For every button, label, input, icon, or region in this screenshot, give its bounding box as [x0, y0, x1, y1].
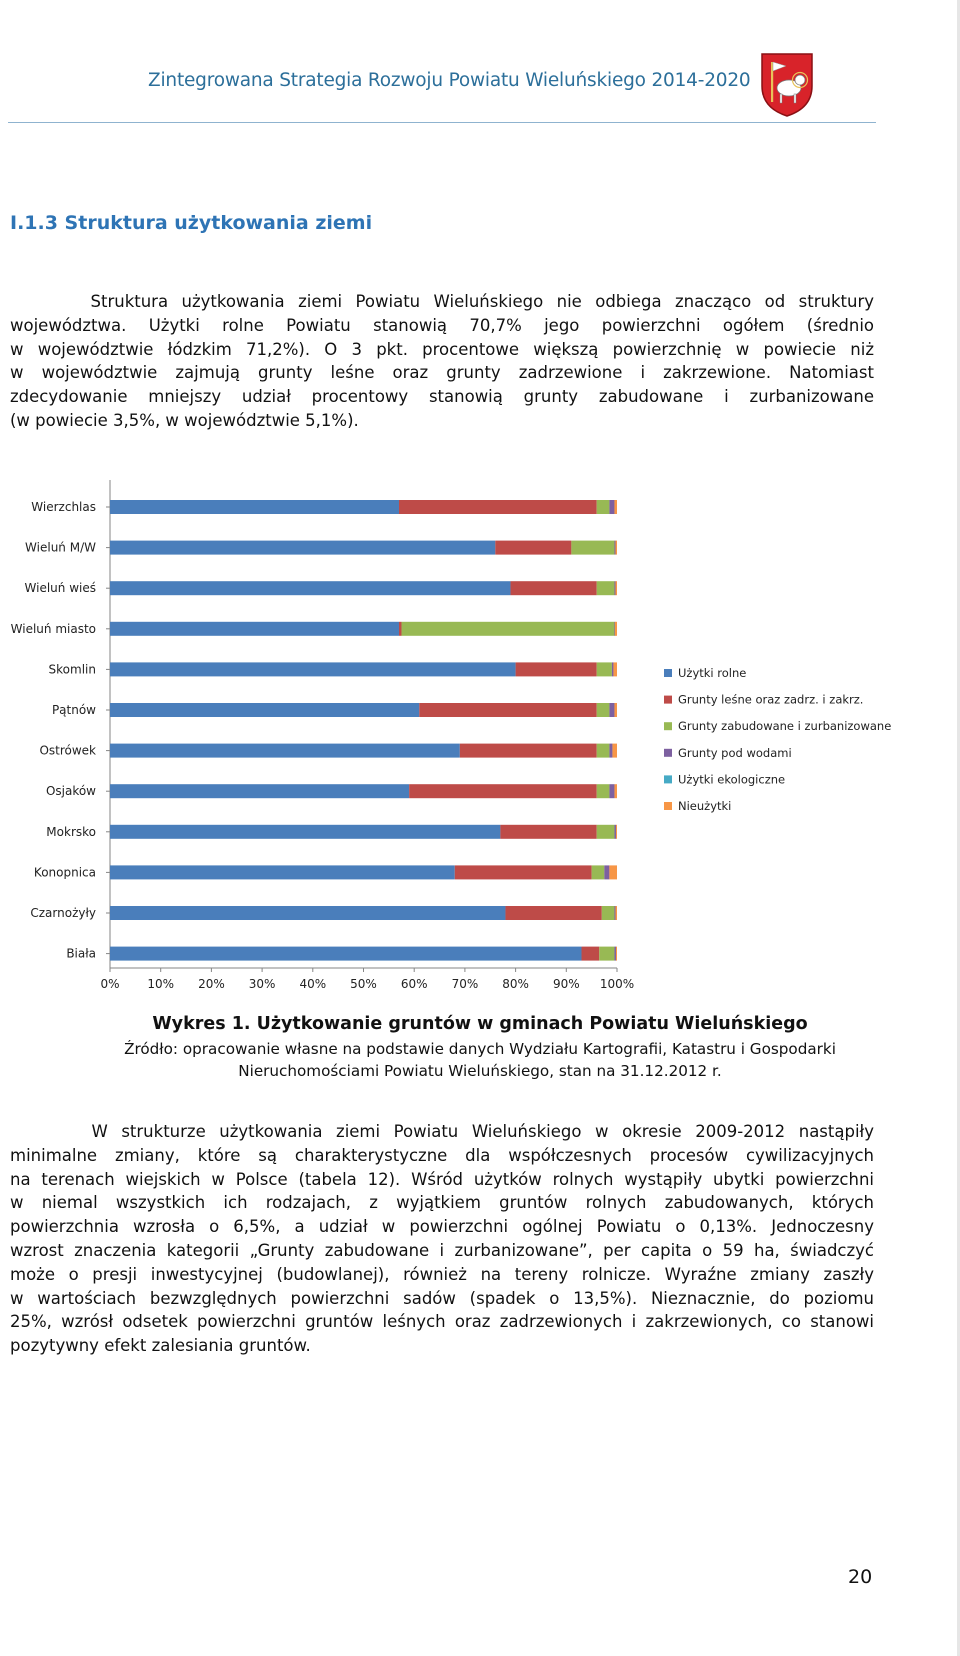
bar-segment — [612, 744, 617, 758]
legend-swatch — [664, 802, 672, 810]
bar-segment — [110, 865, 455, 879]
paragraph-line: Struktura użytkowania ziemi Powiatu Wieluńskiego nie odbiega znacząco od struktury — [10, 292, 874, 311]
x-tick-label: 20% — [198, 977, 225, 991]
bar-segment — [609, 703, 614, 717]
x-tick-label: 90% — [552, 977, 580, 991]
bar-segment — [460, 744, 597, 758]
y-tick-label: Wierzchlas — [31, 500, 96, 514]
bar-segment — [597, 703, 610, 717]
bar-segment — [399, 500, 597, 514]
bar-segment — [505, 906, 601, 920]
bar-segment — [616, 947, 617, 961]
paragraph-line: pozytywny efekt zalesiania gruntów. — [10, 1336, 311, 1356]
chart-caption-source — [0, 1038, 960, 1082]
source-line: Źródło: opracowanie własne na podstawie danych Wydziału Kartografii, Katastru i Gospodarki — [124, 1040, 836, 1058]
bar-segment — [597, 744, 610, 758]
legend-swatch — [664, 696, 672, 704]
paragraph-line: zdecydowanie mniejszy udział procentowy stanowią grunty zabudowane i zurbanizowane — [10, 387, 874, 407]
bar-segment — [614, 906, 615, 920]
header-divider — [8, 122, 876, 123]
y-tick-label: Skomlin — [48, 662, 96, 677]
y-tick-label: Biała — [66, 946, 96, 961]
paragraph-line: na terenach wiejskich w Polsce (tabela 12). Wśród użytków rolnych wystąpiły ubytki powierzchni — [10, 1169, 874, 1189]
paragraph-line: w niemal wszystkich ich rodzajach, z wyjątkiem gruntów rolnych zabudowanych, których — [10, 1193, 874, 1213]
bar-segment — [455, 865, 592, 879]
bar-segment — [419, 703, 596, 717]
y-tick-label: Osjaków — [45, 784, 96, 799]
bar-segment — [500, 825, 596, 839]
legend-swatch — [664, 722, 672, 730]
y-tick-label: Ostrówek — [39, 743, 96, 758]
y-tick-label: Wieluń M/W — [25, 540, 96, 555]
bar-segment — [614, 500, 617, 514]
bar-segment — [602, 906, 615, 920]
bar-segment — [110, 784, 409, 798]
bar-segment — [609, 865, 617, 879]
x-tick-label: 70% — [451, 977, 479, 991]
paragraph-line: W strukturze użytkowania ziemi Powiatu Wieluńskiego w okresie 2009-2012 nastąpiły — [10, 1122, 874, 1141]
bar-segment — [110, 825, 500, 839]
bar-segment — [597, 500, 610, 514]
bar-segment — [614, 825, 616, 839]
paragraph-line: powierzchnia wzrosła o 6,5%, a udział w powierzchni ogólnej Powiatu o 0,13%. Jednoczesny — [10, 1217, 874, 1237]
paragraph-line: w wartościach bezwzględnych powierzchni sadów (spadek o 13,5%). Nieznacznie, do poziomu — [10, 1288, 874, 1308]
analysis-paragraph — [10, 1120, 874, 1358]
bar-segment — [614, 947, 616, 961]
paragraph-line: wzrost znaczenia kategorii „Grunty zabudowane i zurbanizowane”, per capita o 59 ha, świadczyć — [10, 1240, 874, 1260]
bar-segment — [582, 947, 600, 961]
legend-swatch — [664, 775, 672, 783]
y-tick-label: Mokrsko — [46, 824, 96, 839]
legend-label: Grunty zabudowane i zurbanizowane — [678, 719, 892, 734]
bar-segment — [571, 541, 614, 555]
paragraph-line: województwa. Użytki rolne Powiatu stanowią 70,7% jego powierzchni ogółem (średnio — [10, 315, 874, 335]
y-tick-label: Wieluń miasto — [10, 621, 96, 636]
bar-segment — [597, 662, 612, 676]
bar-segment — [399, 622, 402, 636]
bar-segment — [110, 947, 582, 961]
bar-segment — [614, 703, 617, 717]
bar-segment — [516, 662, 597, 676]
x-tick-label: 30% — [248, 977, 276, 991]
bar-segment — [597, 581, 615, 595]
document-header-title: Zintegrowana Strategia Rozwoju Powiatu Wieluńskiego 2014-2020 — [148, 70, 751, 91]
bar-segment — [110, 500, 399, 514]
x-tick-label: 50% — [350, 977, 377, 991]
x-tick-label: 0% — [100, 977, 120, 991]
bar-segment — [616, 825, 617, 839]
y-tick-label: Pątnów — [51, 703, 96, 717]
land-use-stacked-bar-chart — [0, 480, 900, 1010]
paragraph-line: w województwie łódzkim 71,2%). O 3 pkt. procentowe większą powierzchnię w powiecie niż — [10, 339, 874, 359]
bar-segment — [612, 662, 614, 676]
bar-segment — [409, 784, 597, 798]
bar-segment — [110, 906, 505, 920]
chart-caption-title: Wykres 1. Użytkowanie gruntów w gminach Powiatu Wieluńskiego — [152, 1014, 808, 1034]
legend-swatch — [664, 669, 672, 677]
bar-segment — [614, 784, 617, 798]
legend-label: Nieużytki — [678, 799, 732, 813]
x-tick-label: 80% — [502, 977, 529, 991]
x-tick-label: 10% — [147, 977, 175, 991]
bar-segment — [495, 541, 571, 555]
bar-segment — [604, 865, 609, 879]
y-tick-label: Czarnożyły — [30, 906, 96, 920]
bar-segment — [592, 865, 605, 879]
bar-segment — [615, 906, 617, 920]
bar-segment — [110, 541, 495, 555]
bar-segment — [609, 500, 614, 514]
legend-label: Grunty leśne oraz zadrz. i zakrz. — [678, 692, 864, 707]
x-tick-label: 100% — [599, 977, 635, 991]
bar-segment — [402, 622, 615, 636]
paragraph-line: minimalne zmiany, które są charakterystyczne dla współczesnych procesów cywilizacyjnych — [10, 1145, 874, 1165]
bar-segment — [609, 744, 612, 758]
y-tick-label: Konopnica — [33, 865, 96, 880]
paragraph-line: 25%, wzrósł odsetek powierzchni gruntów leśnych oraz zadrzewionych i zakrzewionych, co stanowi — [10, 1312, 874, 1332]
legend-label: Grunty pod wodami — [678, 745, 792, 760]
paragraph-line: w województwie zajmują grunty leśne oraz grunty zadrzewione i zakrzewione. Natomiast — [10, 363, 874, 383]
bar-segment — [110, 581, 511, 595]
bar-segment — [614, 581, 615, 595]
bar-segment — [615, 541, 617, 555]
source-line: Nieruchomościami Powiatu Wieluńskiego, stan na 31.12.2012 r. — [238, 1062, 722, 1080]
y-tick-label: Wieluń wieś — [24, 581, 96, 596]
bar-segment — [599, 947, 614, 961]
bar-segment — [110, 703, 419, 717]
bar-segment — [615, 622, 617, 636]
bar-segment — [597, 825, 615, 839]
coat-of-arms-icon — [760, 52, 814, 118]
x-tick-label: 60% — [400, 977, 428, 991]
intro-paragraph — [10, 290, 874, 433]
x-tick-label: 40% — [299, 977, 327, 991]
bar-segment — [615, 581, 617, 595]
bar-segment — [614, 541, 615, 555]
bar-segment — [511, 581, 597, 595]
bar-segment — [110, 662, 516, 676]
paragraph-line: może o presji inwestycyjnej (budowlanej), również na tereny rolnicze. Wyraźne zmiany zaszły — [10, 1264, 874, 1284]
bar-segment — [110, 622, 399, 636]
legend-label: Użytki rolne — [678, 666, 747, 680]
bar-segment — [110, 744, 460, 758]
legend-swatch — [664, 749, 672, 757]
page-number: 20 — [848, 1566, 873, 1588]
bar-segment — [613, 662, 617, 676]
section-heading: I.1.3 Struktura użytkowania ziemi — [10, 212, 373, 234]
bar-segment — [597, 784, 610, 798]
legend-label: Użytki ekologiczne — [678, 772, 786, 787]
bar-segment — [609, 784, 614, 798]
paragraph-line: (w powiecie 3,5%, w województwie 5,1%). — [10, 410, 359, 430]
